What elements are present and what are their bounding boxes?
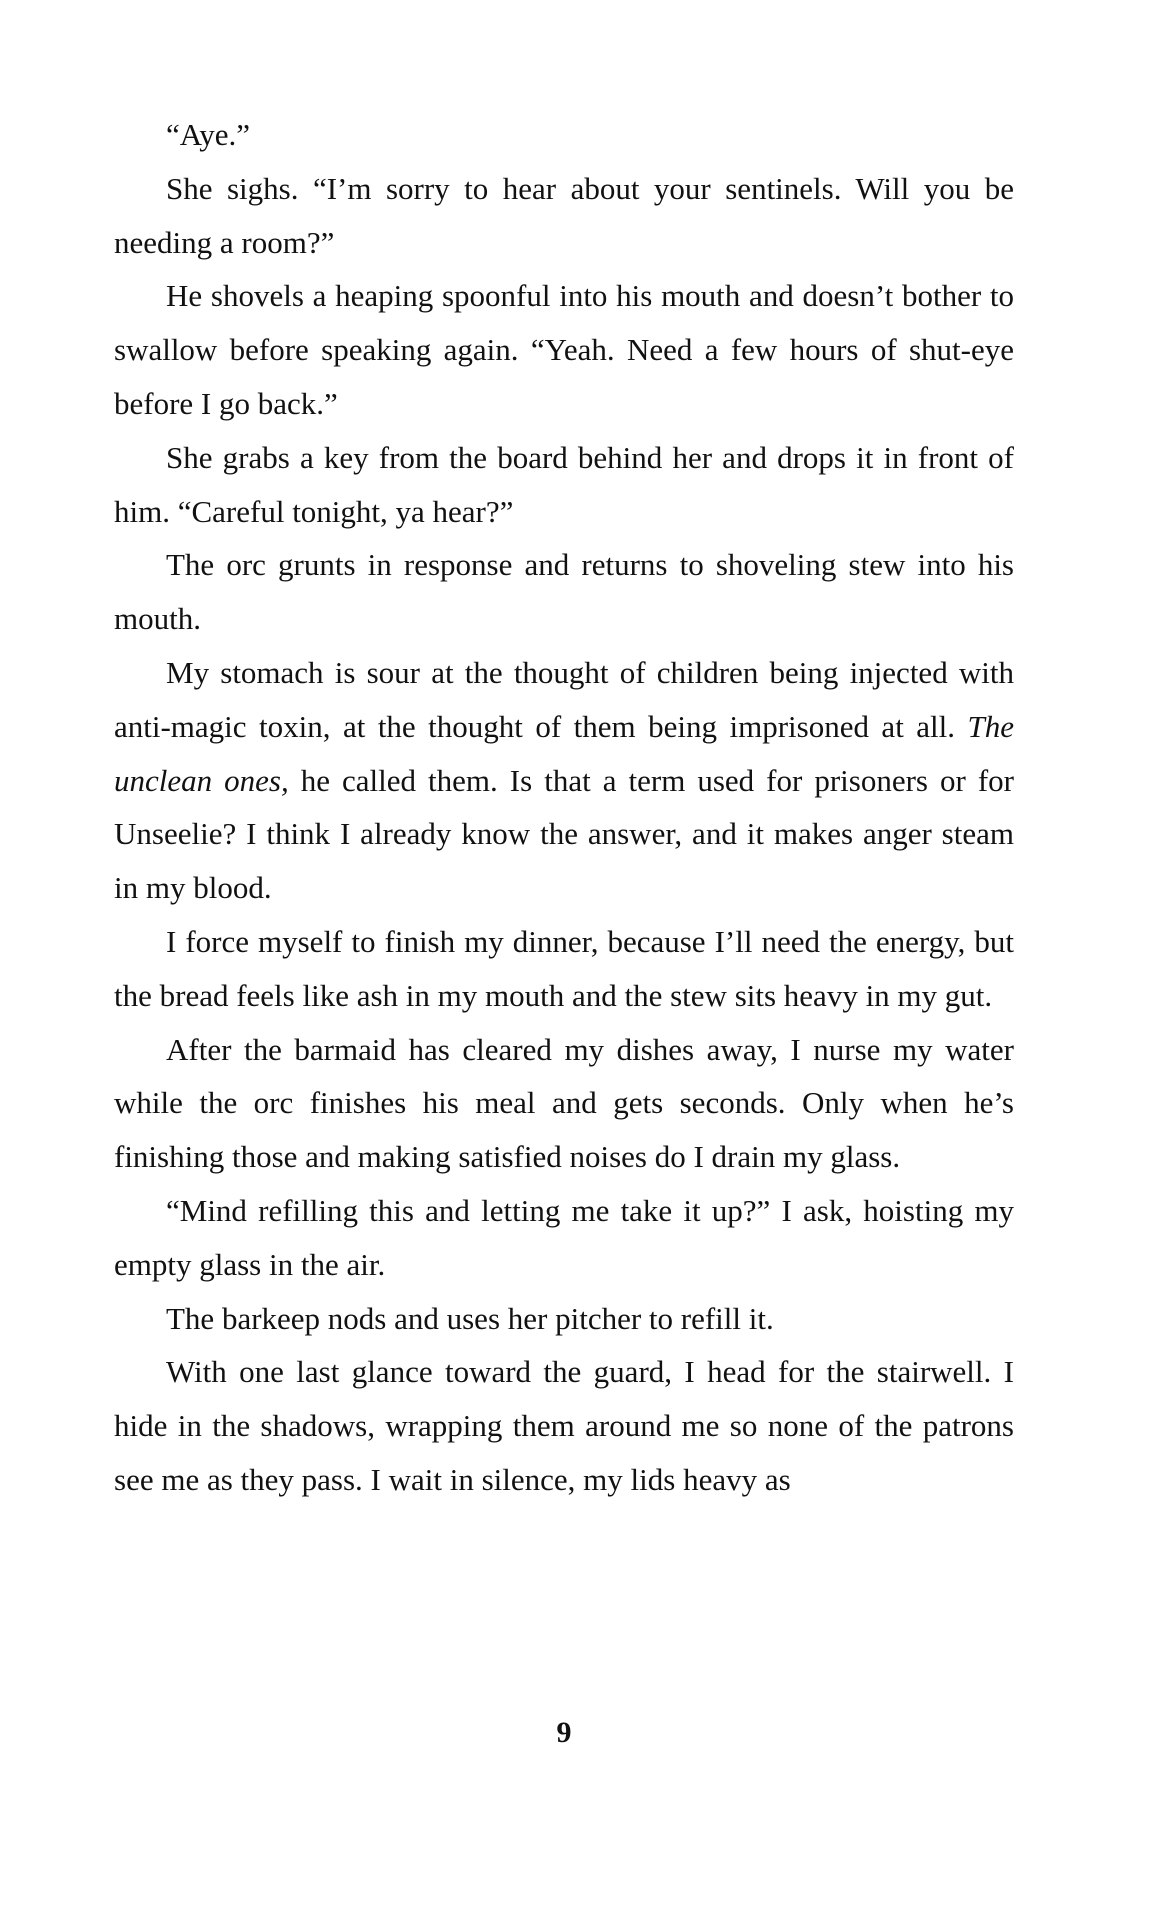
paragraph: After the barmaid has cleared my dishes away, I nurse my water while the orc finishes his meal and gets seconds. Only when he’s finishing those and making satisfied noises do I drain my glass.: [114, 1031, 1014, 1175]
paragraph: The orc grunts in response and returns to shoveling stew into his mouth.: [114, 547, 1014, 637]
body-text: [114, 108, 1014, 1507]
paragraph-text: he called them. Is that a term used for prisoners or for Unseelie? I think I already know the answer, and it makes anger steam in my blood.: [114, 762, 1014, 906]
paragraph: She grabs a key from the board behind her and drops it in front of him. “Careful tonight, ya hear?”: [114, 439, 1014, 529]
italic-phrase: The unclean ones,: [114, 708, 1014, 798]
paragraph: I force myself to finish my dinner, because I’ll need the energy, but the bread feels like ash in my mouth and the stew sits heavy in my gut.: [114, 923, 1014, 1013]
paragraph: “Mind refilling this and letting me take it up?” I ask, hoisting my empty glass in the air.: [114, 1192, 1014, 1282]
paragraph: [114, 646, 1014, 915]
paragraph: He shovels a heaping spoonful into his mouth and doesn’t bother to swallow before speaking again. “Yeah. Need a few hours of shut-eye before I go back.”: [114, 278, 1014, 421]
paragraph: With one last glance toward the guard, I head for the stairwell. I hide in the shadows, wrapping them around me so none of the patrons see me as they pass. I wait in silence, my lids heavy as: [114, 1354, 1014, 1497]
paragraph: The barkeep nods and uses her pitcher to refill it.: [166, 1300, 774, 1336]
paragraph-text: My stomach is sour at the thought of children being injected with anti-magic toxin, at the thought of them being imprisoned at all.: [114, 654, 1014, 744]
paragraph: She sighs. “I’m sorry to hear about your sentinels. Will you be needing a room?”: [114, 170, 1014, 260]
paragraph: “Aye.”: [166, 117, 251, 152]
page-number: 9: [556, 1716, 572, 1749]
